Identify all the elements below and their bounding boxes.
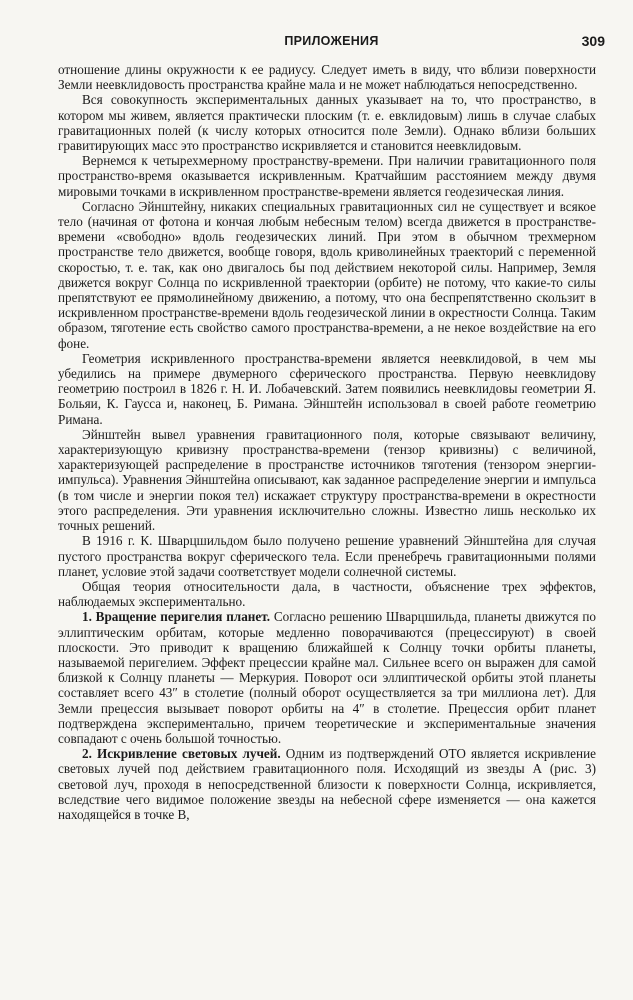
paragraph: Геометрия искривленного пространства-времени является неевклидовой, в чем мы убедились на примере двумерного сферического пространства. Первую неевклидову геометрию построил в 1826 г. Н. И. Лобачевский. Затем появились неевклидовы геометрии Я. Больяи, К. Гаусса и, наконец, Б. Римана. Эйнштейн использовал в своей работе геометрию Римана. xyxy=(58,350,596,427)
running-title: ПРИЛОЖЕНИЯ xyxy=(284,34,379,48)
paragraph: Вернемся к четырехмерному пространству-времени. При наличии гравитационного поля пространство-время оказывается искривленным. Кратчайшим расстоянием между двумя мировыми точками в искривленном пространстве-времени является геодезическая линия. xyxy=(58,153,596,199)
running-head xyxy=(58,34,605,52)
section-lead: 1. Вращение перигелия планет. xyxy=(82,609,271,625)
page-number: 309 xyxy=(581,33,605,49)
paragraph: Вся совокупность экспериментальных данных указывает на то, что пространство, в котором мы живем, является практически плоским (т. е. евклидовым) лишь в случае слабых гравитационных полей (к числу которых относится поле Земли). Однако вблизи больших гравитирующих масс это пространство искривляется и становится неевклидовым. xyxy=(58,92,596,154)
paragraph: Согласно Эйнштейну, никаких специальных гравитационных сил не существует и всякое тело (начиная от фотона и кончая любым небесным телом) всегда движется в пространстве-времени «свободно» вдоль геодезических линий. При этом в обычном трехмерном пространстве тело движется, вообще говоря, вдоль криволинейных траекторий с переменной скоростью, т. е. так, как оно двигалось бы под действием некоторой силы. Например, Земля движется вокруг Солнца по искривленной траектории (орбите) не потому, что какие-то силы препятствуют ее прямолинейному движению, а потому, что она беспрепятственно скользит в искривленном пространстве-времени вдоль геодезической линии в окрестности Солнца. Таким образом, тяготение есть свойство самого пространства-времени, а не некое воздействие на его фоне. xyxy=(58,198,596,351)
paragraph: В 1916 г. К. Шварцшильдом было получено решение уравнений Эйнштейна для случая пустого пространства вокруг сферического тела. Если пренебречь гравитационными полями планет, условие этой задачи соответствует модели солнечной системы. xyxy=(58,533,596,579)
paragraph: отношение длины окружности к ее радиусу. Следует иметь в виду, что вблизи поверхности Земли неевклидовость пространства крайне мала и не может наблюдаться непосредственно. xyxy=(58,62,596,93)
body-text xyxy=(58,62,596,822)
paragraph-light-bending: 2. Искривление световых лучей. Одним из подтверждений ОТО является искривление световых лучей под действием гравитационного поля. Исходящий из звезды А (рис. 3) световой луч, проходя в непосредственной близости к поверхности Солнца, искривляется, вследствие чего видимое положение звезды на небесной сфере изменяется — она кажется находящейся в точке В, xyxy=(58,746,596,822)
paragraph: Эйнштейн вывел уравнения гравитационного поля, которые связывают величину, характеризующую кривизну пространства-времени (тензор кривизны) с величиной, характеризующей распределение в пространстве источников тяготения (тензором энергии-импульса). Уравнения Эйнштейна описывают, как заданное распределение энергии и импульса (в том числе и энергии покоя тел) искажает структуру пространства-времени в окрестности этого распределения. Эти уравнения исключительно сложны. Известно лишь несколько их точных решений. xyxy=(58,426,596,534)
paragraph: Общая теория относительности дала, в частности, объяснение трех эффектов, наблюдаемых экспериментально. xyxy=(58,578,596,610)
section-lead: 2. Искривление световых лучей. xyxy=(82,746,281,762)
paragraph-perihelion: 1. Вращение перигелия планет. Согласно решению Шварцшильда, планеты движутся по эллиптическим орбитам, которые медленно поворачиваются (прецессируют) в своей плоскости. Это приводит к вращению ближайшей к Солнцу точки орбиты планеты, называемой перигелием. Эффект прецессии крайне мал. Сильнее всего он выражен для самой близкой к Солнцу планеты — Меркурия. Поворот оси эллиптической орбиты этой планеты составляет всего 43″ в столетие (полный оборот осуществляется за три миллиона лет). Для Земли прецессия вызывает поворот орбиты на 4″ в столетие. Прецессия орбит планет подтверждена экспериментально, причем теоретические и экспериментальные значения совпадают с очень большой точностью. xyxy=(58,609,596,746)
